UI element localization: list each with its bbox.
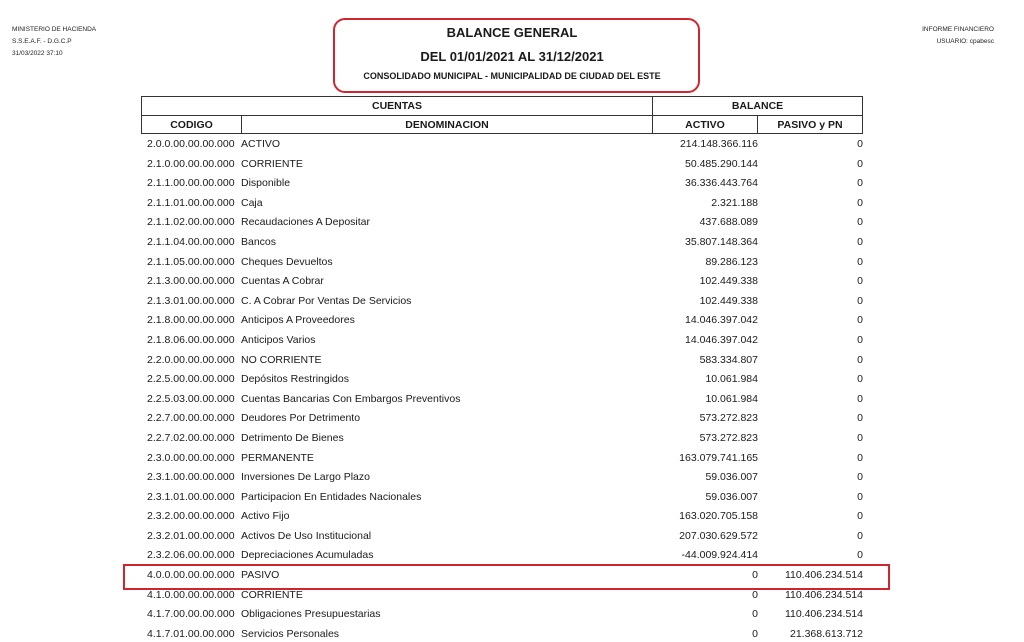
account-code: 2.1.1.02.00.00.000 xyxy=(147,216,235,229)
account-name: C. A Cobrar Por Ventas De Servicios xyxy=(241,294,412,307)
account-name: Cuentas Bancarias Con Embargos Preventivos xyxy=(241,392,461,405)
account-name: Activos De Uso Institucional xyxy=(241,529,372,542)
account-name: NO CORRIENTE xyxy=(241,353,322,366)
table-row xyxy=(0,232,1024,252)
table-row xyxy=(0,448,1024,468)
pasivo-value: 0 xyxy=(857,255,863,268)
table-row xyxy=(0,252,1024,272)
pasivo-value: 0 xyxy=(857,235,863,248)
pasivo-value: 0 xyxy=(857,412,863,425)
pasivo-value: 0 xyxy=(857,392,863,405)
table-row xyxy=(0,545,1024,565)
account-code: 2.1.8.06.00.00.000 xyxy=(147,333,235,346)
table-row xyxy=(0,310,1024,330)
document-period: DEL 01/01/2021 AL 31/12/2021 xyxy=(420,49,604,64)
activo-value: 14.046.397.042 xyxy=(685,333,758,346)
account-code: 2.3.2.00.00.00.000 xyxy=(147,510,235,523)
account-name: Detrimento De Bienes xyxy=(241,431,344,444)
activo-value: 583.334.807 xyxy=(699,353,758,366)
activo-value: 102.449.338 xyxy=(699,294,758,307)
table-row xyxy=(0,154,1024,174)
pasivo-value: 0 xyxy=(857,451,863,464)
user-label: USUARIO: cpabesc xyxy=(936,38,994,45)
account-code: 2.2.5.00.00.00.000 xyxy=(147,373,235,386)
account-code: 2.2.7.00.00.00.000 xyxy=(147,412,235,425)
pasivo-value: 0 xyxy=(857,490,863,503)
table-row xyxy=(0,487,1024,507)
account-name: PASIVO xyxy=(241,569,280,582)
activo-value: 36.336.443.764 xyxy=(685,177,758,190)
account-code: 2.1.1.01.00.00.000 xyxy=(147,196,235,209)
activo-value: 10.061.984 xyxy=(705,373,758,386)
pasivo-value: 0 xyxy=(857,353,863,366)
table-row xyxy=(0,134,1024,154)
table-row xyxy=(0,350,1024,370)
pasivo-value: 110.406.234.514 xyxy=(784,608,863,621)
account-code: 2.3.1.00.00.00.000 xyxy=(147,471,235,484)
table-row xyxy=(0,604,1024,624)
activo-value: 163.079.741.165 xyxy=(679,451,758,464)
activo-value: 207.030.629.572 xyxy=(679,529,758,542)
account-code: 2.1.3.01.00.00.000 xyxy=(147,294,235,307)
account-name: Inversiones De Largo Plazo xyxy=(241,471,370,484)
pasivo-value: 0 xyxy=(857,138,863,150)
report-type: INFORME FINANCIERO xyxy=(922,26,994,33)
pasivo-value: 0 xyxy=(857,196,863,209)
account-code: 2.3.2.01.00.00.000 xyxy=(147,529,235,542)
account-name: Cuentas A Cobrar xyxy=(241,275,324,288)
table-row xyxy=(0,271,1024,291)
account-name: PERMANENTE xyxy=(241,451,314,464)
activo-value: 0 xyxy=(752,569,758,582)
activo-value: 102.449.338 xyxy=(699,275,758,288)
activo-value: 0 xyxy=(752,588,758,601)
activo-value: 214.148.366.116 xyxy=(679,138,758,150)
activo-value: 0 xyxy=(752,608,758,621)
pasivo-value: 21.368.613.712 xyxy=(790,627,863,640)
table-row xyxy=(0,506,1024,526)
account-name: Recaudaciones A Depositar xyxy=(241,216,370,229)
table-row xyxy=(0,428,1024,448)
account-name: Depósitos Restringidos xyxy=(241,373,349,386)
account-name: Bancos xyxy=(241,235,277,248)
pasivo-value: 0 xyxy=(857,275,863,288)
header-pasivo: PASIVO y PN xyxy=(757,115,863,134)
activo-value: 2.321.188 xyxy=(711,196,758,209)
account-name: Deudores Por Detrimento xyxy=(241,412,361,425)
account-code: 2.1.1.04.00.00.000 xyxy=(147,235,235,248)
account-code: 2.2.5.03.00.00.000 xyxy=(147,392,235,405)
table-row xyxy=(0,467,1024,487)
activo-value: 14.046.397.042 xyxy=(685,314,758,327)
activo-value: 59.036.007 xyxy=(705,471,758,484)
account-code: 2.2.7.02.00.00.000 xyxy=(147,431,235,444)
table-row xyxy=(0,291,1024,311)
department-code: S.S.E.A.F. - D.G.C.P xyxy=(12,38,72,45)
pasivo-value: 0 xyxy=(857,373,863,386)
table-row xyxy=(0,173,1024,193)
account-code: 2.0.0.00.00.00.000 xyxy=(147,138,235,150)
pasivo-value: 0 xyxy=(857,510,863,523)
print-timestamp: 31/03/2022 37:10 xyxy=(12,50,63,57)
account-name: Caja xyxy=(241,196,263,209)
account-code: 2.3.1.01.00.00.000 xyxy=(147,490,235,503)
account-code: 2.3.2.06.00.00.000 xyxy=(147,549,235,562)
activo-value: 437.688.089 xyxy=(699,216,758,229)
account-code: 4.1.0.00.00.00.000 xyxy=(147,588,235,601)
account-name: CORRIENTE xyxy=(241,157,303,170)
header-cuentas: CUENTAS xyxy=(141,96,653,116)
table-header xyxy=(141,96,863,134)
activo-value: 163.020.705.158 xyxy=(679,510,758,523)
pasivo-value: 0 xyxy=(857,333,863,346)
account-name: Activo Fijo xyxy=(241,510,290,523)
pasivo-value: 0 xyxy=(857,216,863,229)
table-row xyxy=(0,369,1024,389)
pasivo-value: 0 xyxy=(857,157,863,170)
document-subtitle: CONSOLIDADO MUNICIPAL - MUNICIPALIDAD DE CIUDAD DEL ESTE xyxy=(363,71,661,81)
account-code: 2.1.0.00.00.00.000 xyxy=(147,157,235,170)
account-name: Participacion En Entidades Nacionales xyxy=(241,490,422,503)
pasivo-highlight-box xyxy=(123,564,890,590)
activo-value: 50.485.290.144 xyxy=(685,157,758,170)
table-row xyxy=(0,624,1024,642)
header-balance: BALANCE xyxy=(652,96,863,116)
header-activo: ACTIVO xyxy=(652,115,758,134)
pasivo-value: 110.406.234.514 xyxy=(784,569,863,582)
pasivo-value: 0 xyxy=(857,549,863,562)
pasivo-value: 0 xyxy=(857,314,863,327)
table-row xyxy=(0,389,1024,409)
table-row xyxy=(0,408,1024,428)
account-name: Anticipos Varios xyxy=(241,333,316,346)
table-row xyxy=(0,526,1024,546)
pasivo-value: 0 xyxy=(857,529,863,542)
account-code: 2.2.0.00.00.00.000 xyxy=(147,353,235,366)
account-name: Servicios Personales xyxy=(241,627,340,640)
ministry-name: MINISTERIO DE HACIENDA xyxy=(12,26,97,33)
account-code: 2.1.1.00.00.00.000 xyxy=(147,177,235,190)
account-name: Depreciaciones Acumuladas xyxy=(241,549,374,562)
pasivo-value: 0 xyxy=(857,431,863,444)
account-name: ACTIVO xyxy=(241,138,281,150)
activo-value: 10.061.984 xyxy=(705,392,758,405)
activo-value: -44.009.924.414 xyxy=(681,549,758,562)
document-title: BALANCE GENERAL xyxy=(446,25,578,40)
account-code: 2.1.8.00.00.00.000 xyxy=(147,314,235,327)
activo-value: 35.807.148.364 xyxy=(685,235,758,248)
account-name: Disponible xyxy=(241,177,291,190)
table-row xyxy=(0,330,1024,350)
header-denominacion: DENOMINACION xyxy=(241,115,653,134)
table-row xyxy=(0,212,1024,232)
pasivo-value: 0 xyxy=(857,177,863,190)
account-code: 4.1.7.00.00.00.000 xyxy=(147,608,235,621)
account-code: 2.3.0.00.00.00.000 xyxy=(147,451,235,464)
pasivo-value: 0 xyxy=(857,471,863,484)
account-code: 4.1.7.01.00.00.000 xyxy=(147,627,235,640)
activo-value: 573.272.823 xyxy=(699,431,758,444)
pasivo-value: 110.406.234.514 xyxy=(784,588,863,601)
account-name: Cheques Devueltos xyxy=(241,255,333,268)
activo-value: 573.272.823 xyxy=(699,412,758,425)
header-codigo: CODIGO xyxy=(141,115,242,134)
activo-value: 59.036.007 xyxy=(705,490,758,503)
account-name: Anticipos A Proveedores xyxy=(241,314,355,327)
account-code: 4.0.0.00.00.00.000 xyxy=(147,569,235,582)
activo-value: 0 xyxy=(752,627,758,640)
activo-value: 89.286.123 xyxy=(705,255,758,268)
account-code: 2.1.3.00.00.00.000 xyxy=(147,275,235,288)
account-name: Obligaciones Presupuestarias xyxy=(241,608,381,621)
account-code: 2.1.1.05.00.00.000 xyxy=(147,255,235,268)
pasivo-value: 0 xyxy=(857,294,863,307)
table-row xyxy=(0,193,1024,213)
account-name: CORRIENTE xyxy=(241,588,303,601)
